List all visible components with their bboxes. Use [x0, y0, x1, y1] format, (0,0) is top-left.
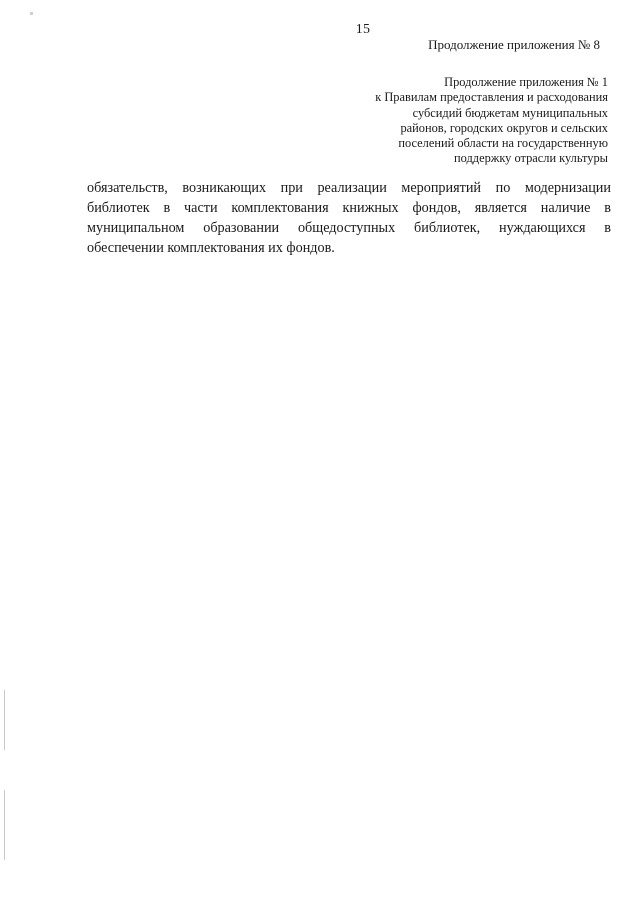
scan-artifact-dot — [30, 12, 33, 15]
body-paragraph — [87, 178, 611, 258]
appendix-8-continuation-note: Продолжение приложения № 8 — [428, 37, 600, 52]
body-line: обязательств, возникающих при реализации мероприятий по модернизации — [87, 180, 611, 196]
appendix-1-header-line: районов, городских округов и сельских — [400, 120, 608, 135]
appendix-1-continuation-header — [308, 75, 608, 167]
page-number: 15 — [355, 22, 371, 37]
appendix-1-header-line: поселений области на государственную — [398, 136, 608, 151]
appendix-1-header-line: к Правилам предоставления и расходования — [375, 90, 608, 105]
appendix-1-header-line: субсидий бюджетам муниципальных — [412, 105, 608, 120]
body-line: муниципальном образовании общедоступных библиотек, нуждающихся в — [87, 220, 611, 236]
scan-edge-mark — [4, 690, 5, 750]
appendix-1-header-line: Продолжение приложения № 1 — [444, 75, 608, 89]
body-line: библиотек в части комплектования книжных фондов, является наличие в — [87, 200, 611, 216]
scan-edge-mark — [4, 790, 5, 860]
body-line: обеспечении комплектования их фондов. — [87, 240, 335, 256]
appendix-1-header-line: поддержку отрасли культуры — [454, 151, 608, 166]
